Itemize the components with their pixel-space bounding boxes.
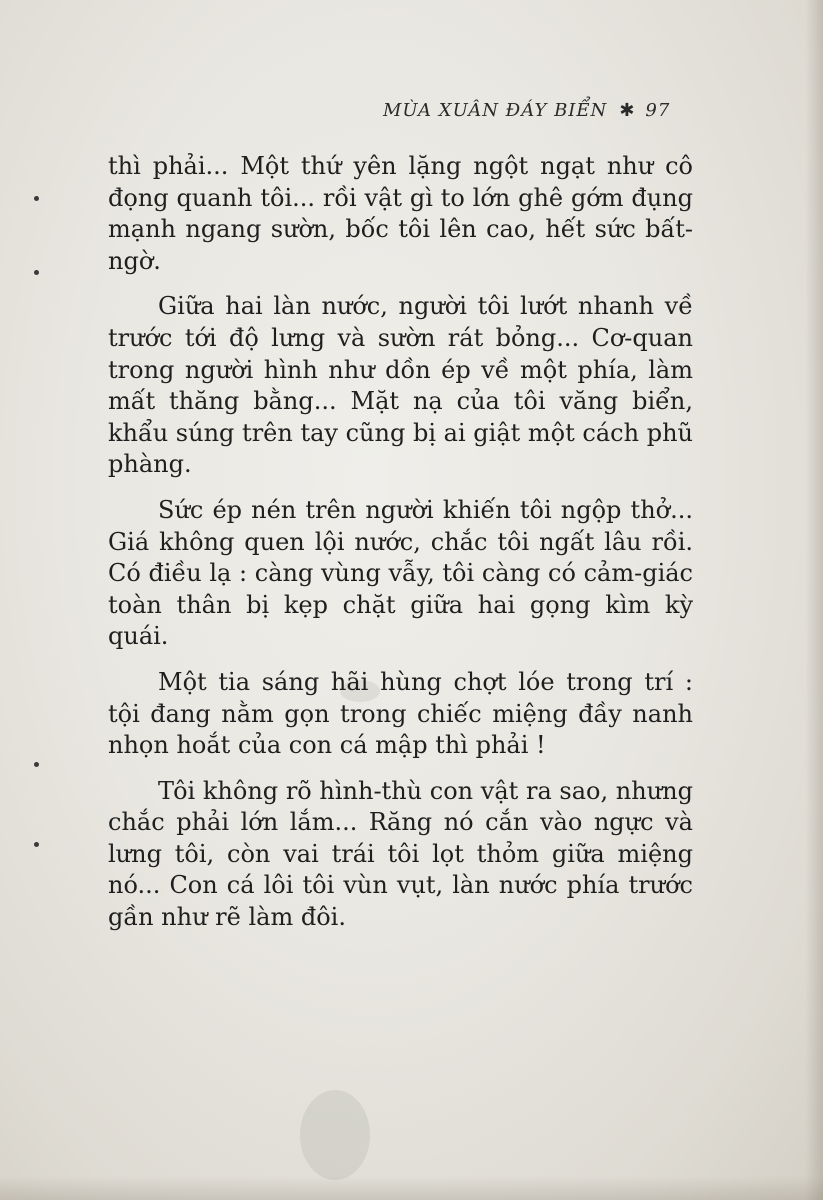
margin-dot: [34, 196, 39, 201]
paragraph-2: Giữa hai làn nước, người tôi lướt nhanh về trước tới độ lưng và sườn rát bỏng... Cơ-quan trong người hình như dồn ép về một phía, làm mất thăng bằng... Mặt nạ của tôi văng biển, khẩu súng trên tay cũng bị ai giật một cách phũ phàng.: [108, 292, 693, 479]
running-header: [383, 100, 688, 121]
star-icon: ✱: [619, 100, 636, 121]
paragraph-1: thì phải... Một thứ yên lặng ngột ngạt như cô đọng quanh tôi... rồi vật gì to lớn ghê gớm đụng mạnh ngang sườn, bốc tôi lên cao, hết sức bất-ngờ.: [108, 152, 693, 275]
paragraph-5: Tôi không rõ hình-thù con vật ra sao, nhưng chắc phải lớn lắm... Răng nó cắn vào ngực và lưng tôi, còn vai trái tôi lọt thỏm giữa miệng nó... Con cá lôi tôi vùn vụt, làn nước phía trước gần như rẽ làm đôi.: [108, 776, 693, 932]
margin-dot: [34, 762, 39, 767]
paragraph-3: Sức ép nén trên người khiến tôi ngộp thở... Giá không quen lội nước, chắc tôi ngất lâu rồi. Có điều lạ : càng vùng vẫy, tôi càng có cảm-giác toàn thân bị kẹp chặt giữa hai gọng kìm kỳ quái.: [108, 495, 693, 651]
margin-dot: [34, 842, 39, 847]
body-text: [108, 151, 693, 948]
margin-dot: [34, 270, 39, 275]
page-edge-shadow: [805, 0, 823, 1200]
page-number: 97: [645, 100, 671, 121]
paragraph-4: Một tia sáng hãi hùng chợt lóe trong trí : tội đang nằm gọn trong chiếc miệng đầy nanh nhọn hoắt của con cá mập thì phải !: [108, 667, 693, 760]
running-title: MÙA XUÂN ĐÁY BIỂN: [383, 100, 608, 121]
paper-stain: [300, 1090, 370, 1180]
page-bottom-shadow: [0, 1176, 823, 1200]
